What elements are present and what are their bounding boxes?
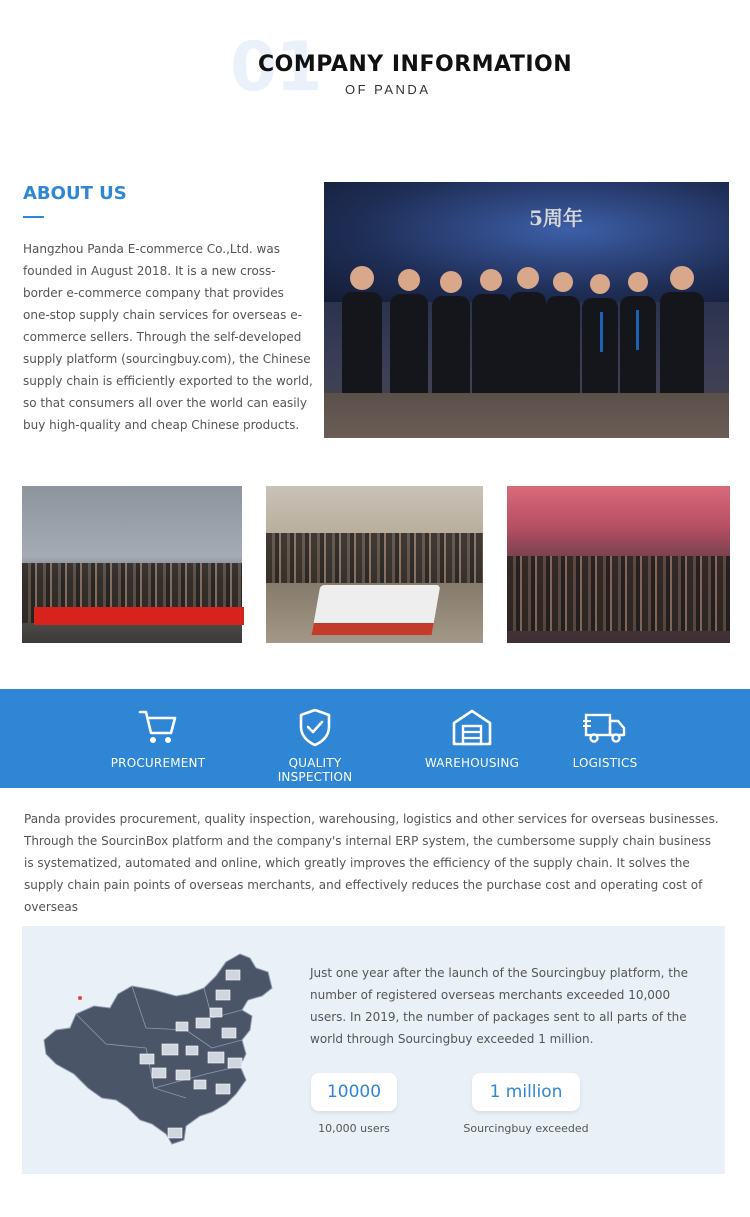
- service-label: PROCUREMENT: [110, 756, 206, 770]
- mat-stripe: [312, 623, 434, 635]
- services-intro: Panda provides procurement, quality inspection, warehousing, logistics and other services for overseas businesses. Through the SourcinBox platform and the company's internal ERP system, the cumbersome supply chain business is systematized, automated and online, which greatly improves the efficiency of the supply chain. It solves the supply chain pain points of overseas merchants, and effectively reduces the purchase cost and operating cost of overseas: [24, 812, 719, 914]
- services-band: [0, 689, 750, 788]
- section-title: COMPANY INFORMATION: [258, 52, 573, 77]
- team-outdoor-photo: [22, 486, 242, 643]
- warehouse-icon: [450, 707, 494, 747]
- section-subtitle: OF PANDA: [345, 82, 431, 97]
- stats-panel: [22, 926, 725, 1174]
- anniversary-sign: 5周年: [529, 206, 583, 230]
- service-warehousing[interactable]: [420, 689, 524, 788]
- about-title: ABOUT US: [23, 183, 127, 204]
- section-header: [0, 0, 750, 130]
- team-field-photo: [266, 486, 483, 643]
- section-number: 01: [230, 28, 321, 107]
- stat-users-value: 10000: [311, 1073, 397, 1111]
- crowd: [266, 533, 483, 583]
- stat-users-caption: 10,000 users: [318, 1122, 390, 1135]
- service-label: QUALITY INSPECTION: [277, 756, 353, 784]
- service-logistics[interactable]: [560, 689, 650, 788]
- stat-packages-caption: Sourcingbuy exceeded: [463, 1122, 589, 1135]
- team-party-photo: [507, 486, 730, 643]
- ground-mat: [312, 585, 441, 635]
- cart-icon: [136, 707, 180, 747]
- service-label: WAREHOUSING: [424, 756, 520, 770]
- service-quality-inspection[interactable]: [250, 689, 380, 788]
- about-underline: [23, 216, 44, 218]
- service-procurement[interactable]: [108, 689, 208, 788]
- stat-packages-value: 1 million: [472, 1073, 580, 1111]
- crowd: [507, 556, 730, 631]
- truck-icon: [583, 707, 627, 747]
- stats-text: Just one year after the launch of the Sourcingbuy platform, the number of registered overseas merchants exceeded 10,000 users. In 2019, the number of packages sent to all parts of the world through Sourcingbuy exceeded 1 million.: [310, 966, 688, 1046]
- team-photo: [324, 182, 729, 438]
- red-banner: [34, 607, 244, 625]
- china-map: [36, 948, 276, 1148]
- about-text: Hangzhou Panda E-commerce Co.,Ltd. was founded in August 2018. It is a new cross-border e-commerce company that provides one-stop supply chain services for overseas e-commerce sellers. Through the self-developed supply platform (sourcingbuy.com), the Chinese supply chain is efficiently exported to the world, so that consumers all over the world can easily buy high-quality and cheap Chinese products.: [23, 242, 313, 432]
- service-label: LOGISTICS: [572, 756, 638, 770]
- photo-floor: [324, 393, 729, 438]
- shield-check-icon: [293, 707, 337, 747]
